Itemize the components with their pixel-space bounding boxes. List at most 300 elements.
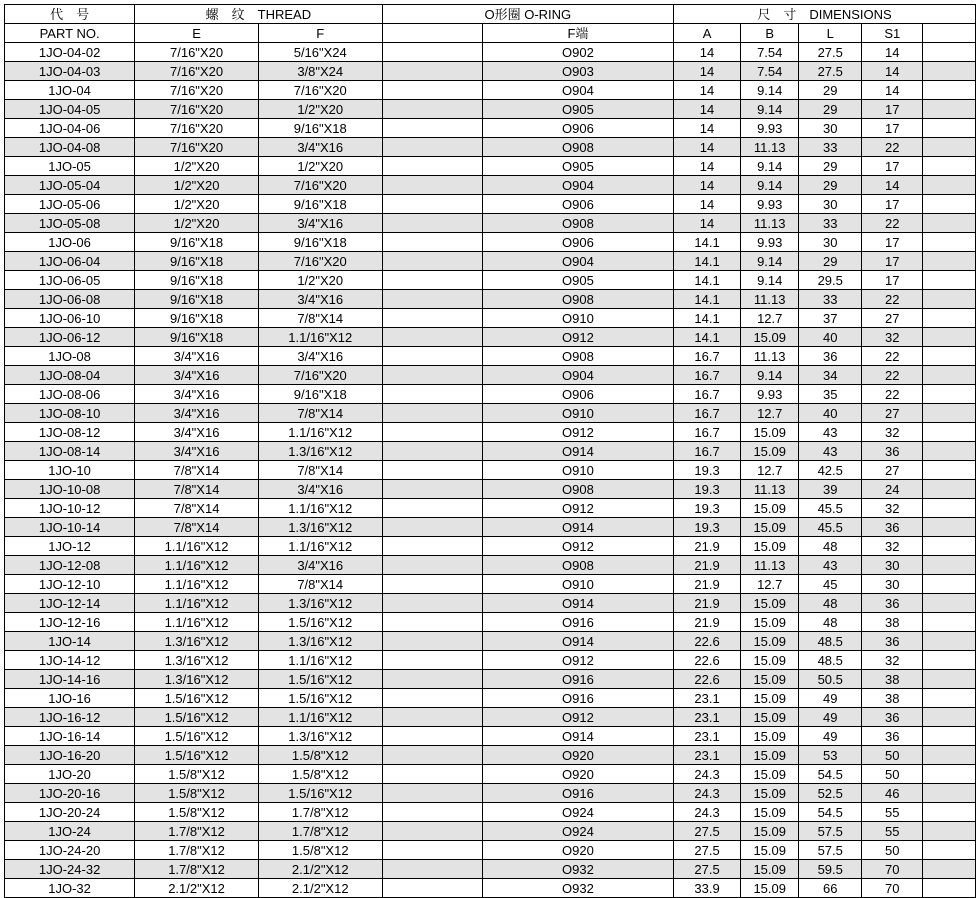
thread-e-cell: 9/16"X18	[135, 271, 259, 290]
dim-a-cell: 22.6	[674, 632, 741, 651]
thread-f-cell: 1.1/16"X12	[258, 537, 382, 556]
dim-b-cell: 7.54	[741, 43, 799, 62]
thread-f-cell: 3/4"X16	[258, 290, 382, 309]
empty-cell	[923, 461, 976, 480]
table-row	[5, 119, 976, 138]
dim-s1-cell: 17	[862, 119, 923, 138]
part-no-cell: 1JO-08	[5, 347, 135, 366]
oring-cell: O914	[482, 518, 673, 537]
dim-l-cell: 27.5	[799, 62, 862, 81]
empty-cell	[923, 195, 976, 214]
thread-f-cell: 5/16"X24	[258, 43, 382, 62]
dim-b-cell: 9.93	[741, 195, 799, 214]
dim-s1-cell: 36	[862, 594, 923, 613]
thread-e-cell: 7/8"X14	[135, 480, 259, 499]
thread-f-cell: 1.5/16"X12	[258, 613, 382, 632]
dim-a-cell: 27.5	[674, 841, 741, 860]
table-row	[5, 43, 976, 62]
dim-a-cell: 23.1	[674, 727, 741, 746]
dim-l-cell: 29	[799, 176, 862, 195]
empty-cell	[382, 423, 482, 442]
empty-cell	[382, 366, 482, 385]
table-row	[5, 518, 976, 537]
dim-a-cell: 19.3	[674, 499, 741, 518]
empty-cell	[382, 138, 482, 157]
empty-cell	[923, 670, 976, 689]
empty-cell	[923, 81, 976, 100]
dim-s1-cell: 55	[862, 803, 923, 822]
thread-e-cell: 9/16"X18	[135, 328, 259, 347]
empty-cell	[923, 879, 976, 898]
empty-cell	[923, 784, 976, 803]
table-row	[5, 138, 976, 157]
empty-cell	[382, 632, 482, 651]
dim-s1-cell: 22	[862, 138, 923, 157]
empty-cell	[923, 309, 976, 328]
dim-b-cell: 11.13	[741, 290, 799, 309]
empty-cell	[923, 157, 976, 176]
thread-e-cell: 7/16"X20	[135, 43, 259, 62]
part-no-cell: 1JO-10-14	[5, 518, 135, 537]
dim-l-cell: 43	[799, 442, 862, 461]
end-blank-header	[923, 24, 976, 43]
dim-a-cell: 22.6	[674, 651, 741, 670]
empty-cell	[382, 651, 482, 670]
dim-l-cell: 42.5	[799, 461, 862, 480]
thread-e-cell: 1.5/8"X12	[135, 765, 259, 784]
table-row	[5, 651, 976, 670]
thread-e-cell: 1.3/16"X12	[135, 632, 259, 651]
empty-cell	[923, 860, 976, 879]
col-f-header: F	[258, 24, 382, 43]
part-no-cell: 1JO-24	[5, 822, 135, 841]
thread-f-cell: 1.7/8"X12	[258, 822, 382, 841]
dim-b-cell: 15.09	[741, 518, 799, 537]
empty-cell	[923, 708, 976, 727]
part-no-cell: 1JO-04-06	[5, 119, 135, 138]
empty-cell	[382, 290, 482, 309]
part-no-cell: 1JO-06-10	[5, 309, 135, 328]
thread-f-cell: 1.7/8"X12	[258, 803, 382, 822]
dim-a-cell: 14.1	[674, 290, 741, 309]
dim-l-cell: 29.5	[799, 271, 862, 290]
oring-cell: O920	[482, 765, 673, 784]
dim-b-cell: 15.09	[741, 841, 799, 860]
part-no-cell: 1JO-08-06	[5, 385, 135, 404]
dim-s1-cell: 27	[862, 309, 923, 328]
empty-cell	[382, 594, 482, 613]
dim-a-cell: 14.1	[674, 309, 741, 328]
empty-cell	[923, 100, 976, 119]
part-no-cell: 1JO-08-10	[5, 404, 135, 423]
part-no-cell: 1JO-12-08	[5, 556, 135, 575]
thread-e-cell: 1.5/16"X12	[135, 727, 259, 746]
thread-f-cell: 1/2"X20	[258, 271, 382, 290]
dim-a-cell: 19.3	[674, 480, 741, 499]
oring-cell: O914	[482, 727, 673, 746]
dim-l-cell: 48	[799, 537, 862, 556]
dim-l-cell: 53	[799, 746, 862, 765]
oring-cell: O908	[482, 214, 673, 233]
dim-a-cell: 27.5	[674, 860, 741, 879]
empty-cell	[382, 556, 482, 575]
table-row	[5, 746, 976, 765]
empty-cell	[382, 784, 482, 803]
dim-a-cell: 14	[674, 119, 741, 138]
empty-cell	[382, 518, 482, 537]
empty-cell	[923, 404, 976, 423]
dim-l-cell: 57.5	[799, 841, 862, 860]
dim-s1-cell: 17	[862, 195, 923, 214]
thread-f-cell: 7/8"X14	[258, 309, 382, 328]
oring-cell: O924	[482, 803, 673, 822]
dim-b-cell: 9.14	[741, 366, 799, 385]
dim-s1-cell: 17	[862, 100, 923, 119]
dim-a-cell: 21.9	[674, 594, 741, 613]
col-a-header: A	[674, 24, 741, 43]
dim-b-cell: 11.13	[741, 138, 799, 157]
empty-cell	[923, 841, 976, 860]
oring-cell: O914	[482, 442, 673, 461]
oring-cell: O910	[482, 309, 673, 328]
oring-cell: O912	[482, 708, 673, 727]
dim-a-cell: 14	[674, 43, 741, 62]
thread-e-cell: 9/16"X18	[135, 309, 259, 328]
dim-s1-cell: 50	[862, 746, 923, 765]
empty-cell	[923, 803, 976, 822]
dim-l-cell: 43	[799, 423, 862, 442]
empty-cell	[382, 499, 482, 518]
dim-b-cell: 15.09	[741, 423, 799, 442]
empty-cell	[923, 214, 976, 233]
table-row	[5, 290, 976, 309]
thread-f-cell: 2.1/2"X12	[258, 879, 382, 898]
dim-s1-cell: 36	[862, 442, 923, 461]
thread-f-cell: 7/16"X20	[258, 366, 382, 385]
table-row	[5, 328, 976, 347]
dim-a-cell: 24.3	[674, 803, 741, 822]
dim-a-cell: 14	[674, 100, 741, 119]
dim-l-cell: 43	[799, 556, 862, 575]
part-no-cell: 1JO-14-12	[5, 651, 135, 670]
oring-cell: O905	[482, 100, 673, 119]
empty-cell	[382, 119, 482, 138]
thread-e-cell: 1/2"X20	[135, 195, 259, 214]
table-row	[5, 480, 976, 499]
part-no-header-cn: 代 号	[5, 5, 135, 24]
thread-header: 螺 纹 THREAD	[135, 5, 382, 24]
dim-l-cell: 45.5	[799, 499, 862, 518]
dim-b-cell: 12.7	[741, 575, 799, 594]
thread-e-cell: 9/16"X18	[135, 290, 259, 309]
empty-cell	[923, 746, 976, 765]
dim-l-cell: 54.5	[799, 803, 862, 822]
thread-e-cell: 1.3/16"X12	[135, 670, 259, 689]
oring-cell: O910	[482, 404, 673, 423]
table-row	[5, 860, 976, 879]
table-row	[5, 366, 976, 385]
thread-e-cell: 9/16"X18	[135, 233, 259, 252]
empty-cell	[382, 727, 482, 746]
dim-s1-cell: 22	[862, 290, 923, 309]
thread-f-cell: 3/4"X16	[258, 556, 382, 575]
oring-cell: O904	[482, 176, 673, 195]
dim-a-cell: 16.7	[674, 404, 741, 423]
dimensions-header: 尺 寸 DIMENSIONS	[674, 5, 976, 24]
oring-cell: O904	[482, 252, 673, 271]
thread-e-cell: 7/16"X20	[135, 100, 259, 119]
oring-cell: O908	[482, 290, 673, 309]
table-row	[5, 176, 976, 195]
dim-b-cell: 15.09	[741, 708, 799, 727]
dim-b-cell: 15.09	[741, 765, 799, 784]
dim-s1-cell: 70	[862, 879, 923, 898]
thread-f-cell: 3/4"X16	[258, 480, 382, 499]
part-no-cell: 1JO-16-14	[5, 727, 135, 746]
thread-f-cell: 3/4"X16	[258, 138, 382, 157]
dim-a-cell: 14	[674, 214, 741, 233]
part-no-cell: 1JO-12-14	[5, 594, 135, 613]
dim-a-cell: 21.9	[674, 537, 741, 556]
dim-a-cell: 21.9	[674, 613, 741, 632]
dim-a-cell: 24.3	[674, 765, 741, 784]
empty-cell	[382, 613, 482, 632]
table-row	[5, 404, 976, 423]
dim-s1-cell: 30	[862, 575, 923, 594]
col-s1-header: S1	[862, 24, 923, 43]
empty-cell	[923, 537, 976, 556]
dim-l-cell: 33	[799, 290, 862, 309]
dim-a-cell: 14	[674, 81, 741, 100]
dim-a-cell: 14.1	[674, 233, 741, 252]
blank-header	[382, 24, 482, 43]
thread-f-cell: 1.5/8"X12	[258, 765, 382, 784]
dim-l-cell: 37	[799, 309, 862, 328]
thread-e-cell: 1.1/16"X12	[135, 575, 259, 594]
oring-cell: O904	[482, 366, 673, 385]
dim-l-cell: 27.5	[799, 43, 862, 62]
dim-b-cell: 9.14	[741, 100, 799, 119]
table-row	[5, 423, 976, 442]
table-row	[5, 708, 976, 727]
empty-cell	[923, 252, 976, 271]
dim-a-cell: 16.7	[674, 385, 741, 404]
col-fend-header: F端	[482, 24, 673, 43]
dim-s1-cell: 14	[862, 81, 923, 100]
part-no-cell: 1JO-20-24	[5, 803, 135, 822]
dim-a-cell: 14.1	[674, 271, 741, 290]
dim-a-cell: 21.9	[674, 556, 741, 575]
thread-e-cell: 7/16"X20	[135, 81, 259, 100]
table-row	[5, 62, 976, 81]
dim-l-cell: 66	[799, 879, 862, 898]
part-no-cell: 1JO-12	[5, 537, 135, 556]
empty-cell	[382, 404, 482, 423]
part-no-cell: 1JO-12-10	[5, 575, 135, 594]
dim-l-cell: 49	[799, 727, 862, 746]
empty-cell	[382, 765, 482, 784]
thread-f-cell: 9/16"X18	[258, 119, 382, 138]
empty-cell	[923, 613, 976, 632]
thread-e-cell: 7/16"X20	[135, 62, 259, 81]
thread-e-cell: 1/2"X20	[135, 176, 259, 195]
part-no-cell: 1JO-05	[5, 157, 135, 176]
dim-a-cell: 19.3	[674, 461, 741, 480]
table-row	[5, 841, 976, 860]
dim-b-cell: 12.7	[741, 309, 799, 328]
dim-l-cell: 59.5	[799, 860, 862, 879]
dim-b-cell: 15.09	[741, 442, 799, 461]
table-row	[5, 670, 976, 689]
dim-l-cell: 45	[799, 575, 862, 594]
dim-s1-cell: 22	[862, 347, 923, 366]
table-row	[5, 613, 976, 632]
thread-e-cell: 1.5/16"X12	[135, 689, 259, 708]
empty-cell	[382, 841, 482, 860]
empty-cell	[382, 461, 482, 480]
dim-s1-cell: 24	[862, 480, 923, 499]
dim-b-cell: 7.54	[741, 62, 799, 81]
thread-e-cell: 7/16"X20	[135, 119, 259, 138]
oring-cell: O932	[482, 879, 673, 898]
col-b-header: B	[741, 24, 799, 43]
thread-e-cell: 7/8"X14	[135, 461, 259, 480]
empty-cell	[923, 727, 976, 746]
empty-cell	[382, 347, 482, 366]
col-l-header: L	[799, 24, 862, 43]
empty-cell	[382, 252, 482, 271]
dim-l-cell: 48.5	[799, 632, 862, 651]
empty-cell	[382, 803, 482, 822]
oring-cell: O906	[482, 233, 673, 252]
dim-l-cell: 48	[799, 613, 862, 632]
dim-s1-cell: 27	[862, 461, 923, 480]
oring-cell: O932	[482, 860, 673, 879]
table-row	[5, 499, 976, 518]
table-row	[5, 689, 976, 708]
thread-e-cell: 3/4"X16	[135, 404, 259, 423]
dim-a-cell: 14	[674, 157, 741, 176]
thread-f-cell: 7/16"X20	[258, 252, 382, 271]
oring-cell: O924	[482, 822, 673, 841]
dim-b-cell: 15.09	[741, 727, 799, 746]
thread-e-cell: 1.3/16"X12	[135, 651, 259, 670]
empty-cell	[923, 290, 976, 309]
dim-b-cell: 15.09	[741, 784, 799, 803]
thread-f-cell: 9/16"X18	[258, 195, 382, 214]
part-no-cell: 1JO-24-20	[5, 841, 135, 860]
dim-a-cell: 23.1	[674, 689, 741, 708]
dim-l-cell: 34	[799, 366, 862, 385]
dim-s1-cell: 32	[862, 328, 923, 347]
thread-e-cell: 9/16"X18	[135, 252, 259, 271]
dim-b-cell: 12.7	[741, 461, 799, 480]
table-row	[5, 214, 976, 233]
empty-cell	[923, 366, 976, 385]
thread-e-cell: 3/4"X16	[135, 385, 259, 404]
header-row-columns	[5, 24, 976, 43]
dim-a-cell: 14	[674, 195, 741, 214]
dim-l-cell: 30	[799, 119, 862, 138]
thread-f-cell: 7/8"X14	[258, 404, 382, 423]
dim-b-cell: 15.09	[741, 632, 799, 651]
col-e-header: E	[135, 24, 259, 43]
oring-cell: O912	[482, 328, 673, 347]
dim-s1-cell: 38	[862, 613, 923, 632]
part-no-cell: 1JO-14	[5, 632, 135, 651]
dim-l-cell: 49	[799, 689, 862, 708]
dim-s1-cell: 50	[862, 765, 923, 784]
empty-cell	[382, 328, 482, 347]
empty-cell	[923, 62, 976, 81]
empty-cell	[382, 385, 482, 404]
empty-cell	[923, 119, 976, 138]
part-no-cell: 1JO-06	[5, 233, 135, 252]
part-no-cell: 1JO-05-06	[5, 195, 135, 214]
thread-f-cell: 1.1/16"X12	[258, 651, 382, 670]
dim-b-cell: 9.93	[741, 119, 799, 138]
dim-s1-cell: 30	[862, 556, 923, 575]
dim-l-cell: 45.5	[799, 518, 862, 537]
dim-s1-cell: 36	[862, 518, 923, 537]
oring-cell: O908	[482, 138, 673, 157]
thread-f-cell: 7/8"X14	[258, 461, 382, 480]
empty-cell	[382, 708, 482, 727]
dim-s1-cell: 17	[862, 271, 923, 290]
oring-cell: O912	[482, 499, 673, 518]
oring-cell: O904	[482, 81, 673, 100]
thread-e-cell: 1.5/16"X12	[135, 746, 259, 765]
dim-s1-cell: 22	[862, 366, 923, 385]
part-no-cell: 1JO-16-12	[5, 708, 135, 727]
thread-f-cell: 1.3/16"X12	[258, 442, 382, 461]
part-no-cell: 1JO-16-20	[5, 746, 135, 765]
empty-cell	[382, 822, 482, 841]
table-row	[5, 81, 976, 100]
thread-f-cell: 1.1/16"X12	[258, 708, 382, 727]
oring-header: O形圈 O-RING	[382, 5, 673, 24]
part-no-cell: 1JO-04	[5, 81, 135, 100]
dim-b-cell: 15.09	[741, 803, 799, 822]
dim-s1-cell: 17	[862, 252, 923, 271]
dim-s1-cell: 22	[862, 214, 923, 233]
thread-e-cell: 7/16"X20	[135, 138, 259, 157]
oring-cell: O912	[482, 423, 673, 442]
empty-cell	[923, 385, 976, 404]
dim-s1-cell: 46	[862, 784, 923, 803]
dim-l-cell: 39	[799, 480, 862, 499]
table-row	[5, 157, 976, 176]
part-no-cell: 1JO-10-08	[5, 480, 135, 499]
empty-cell	[382, 81, 482, 100]
empty-cell	[923, 518, 976, 537]
part-no-cell: 1JO-06-12	[5, 328, 135, 347]
oring-cell: O912	[482, 651, 673, 670]
part-no-cell: 1JO-16	[5, 689, 135, 708]
dim-b-cell: 9.14	[741, 252, 799, 271]
table-row	[5, 233, 976, 252]
table-row	[5, 575, 976, 594]
dim-b-cell: 15.09	[741, 746, 799, 765]
table-row	[5, 727, 976, 746]
thread-f-cell: 7/8"X14	[258, 575, 382, 594]
empty-cell	[923, 442, 976, 461]
thread-f-cell: 1/2"X20	[258, 157, 382, 176]
empty-cell	[382, 442, 482, 461]
empty-cell	[382, 537, 482, 556]
dim-b-cell: 15.09	[741, 537, 799, 556]
oring-cell: O902	[482, 43, 673, 62]
